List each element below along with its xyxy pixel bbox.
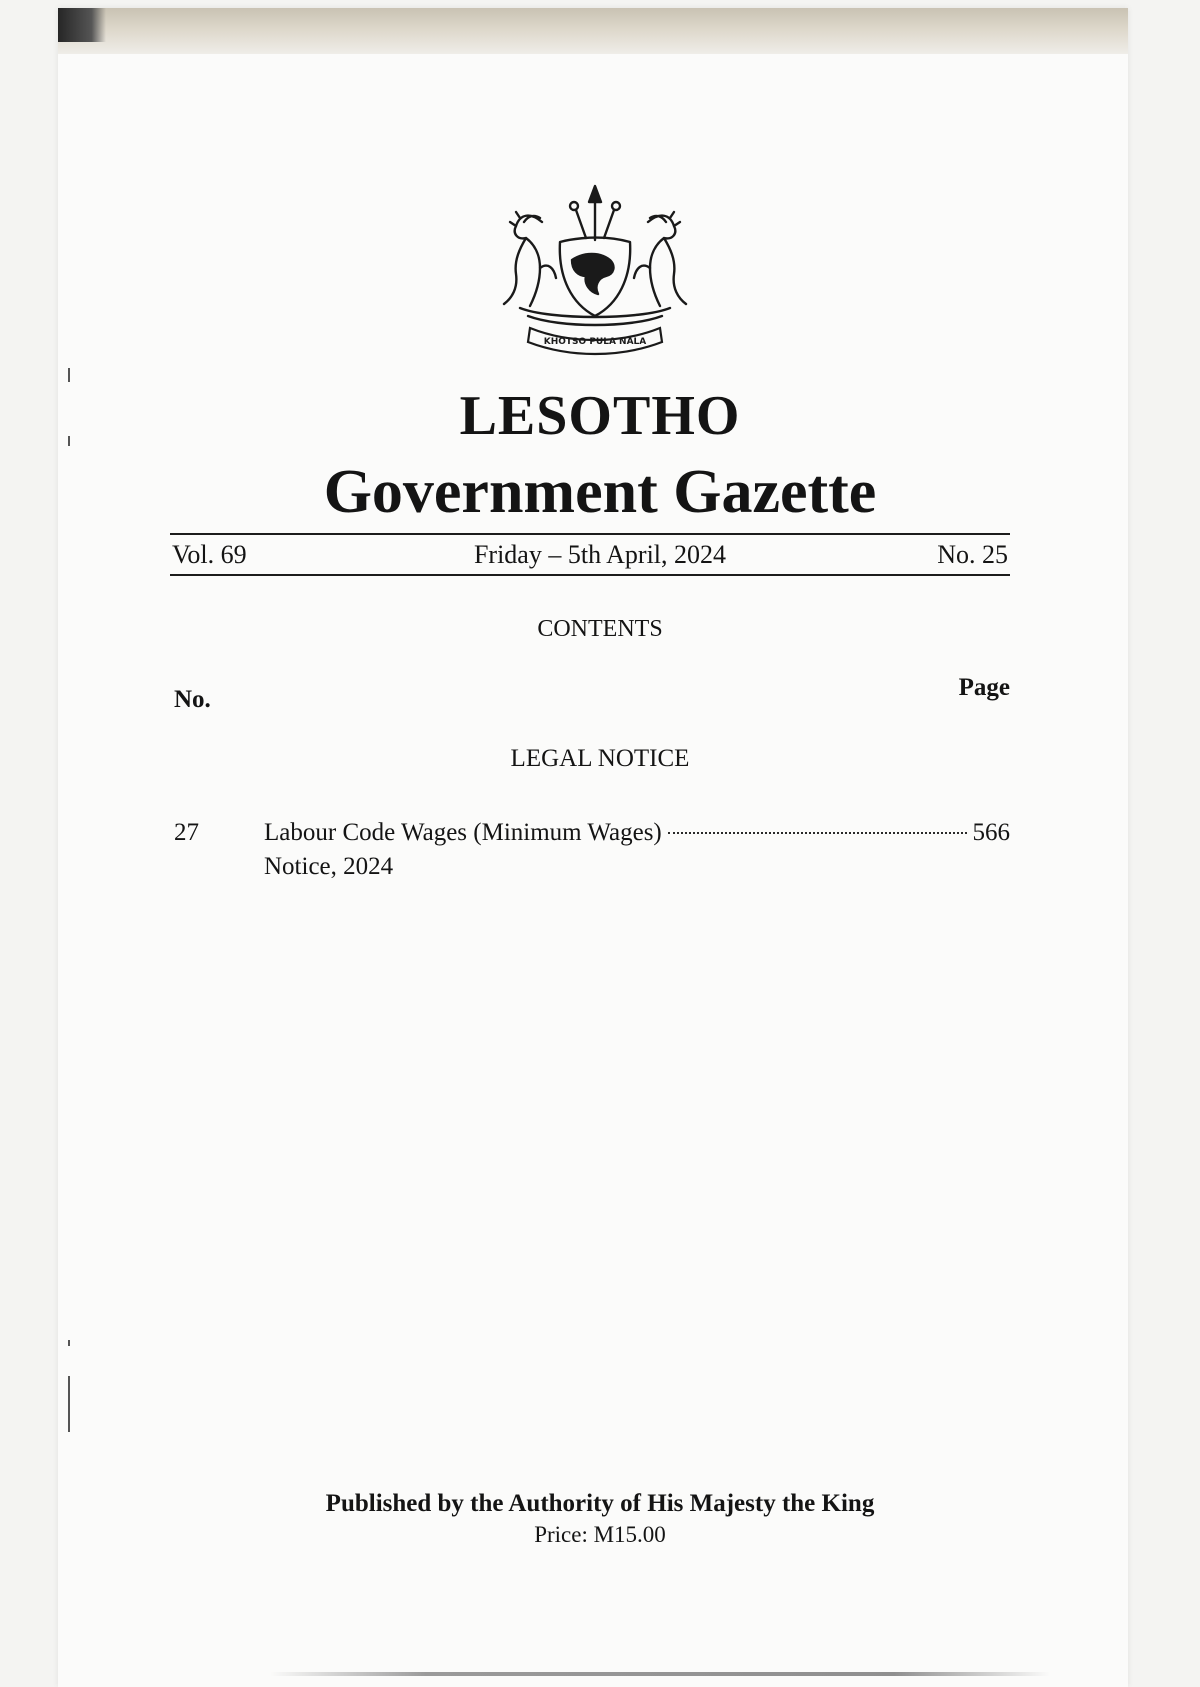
- scan-mark: [68, 1340, 70, 1346]
- issue-number: No. 25: [937, 540, 1008, 569]
- entry-body: [264, 816, 1010, 884]
- entry-page-number: 566: [972, 819, 1010, 846]
- contents-heading: CONTENTS: [537, 616, 663, 642]
- entry-title: Labour Code Wages (Minimum Wages): [264, 819, 662, 846]
- section-heading-legal-notice: LEGAL NOTICE: [510, 745, 690, 772]
- price-line: Price: M15.00: [534, 1522, 666, 1547]
- issue-volume: Vol. 69: [172, 540, 247, 569]
- contents-column-no: No.: [174, 686, 211, 713]
- dot-leader: [668, 832, 967, 834]
- crest-motto: KHOTSO PULA NALA: [543, 337, 647, 347]
- masthead-rule-top: [170, 533, 1010, 535]
- masthead-title: Government Gazette: [323, 458, 877, 526]
- masthead-rule-bottom: [170, 574, 1010, 576]
- entry-number: 27: [174, 819, 199, 846]
- lesotho-coat-of-arms: [490, 182, 700, 362]
- scan-bottom-edge: [270, 1672, 1050, 1676]
- scan-corner-shadow: [58, 8, 106, 42]
- masthead-country: LESOTHO: [459, 385, 741, 447]
- issue-date: Friday – 5th April, 2024: [473, 540, 727, 569]
- contents-column-page: Page: [958, 674, 1010, 701]
- scan-mark: [68, 1376, 70, 1432]
- publisher-line: Published by the Authority of His Majesty the King: [325, 1490, 875, 1517]
- scan-mark: [68, 368, 70, 382]
- entry-title-continued: Notice, 2024: [264, 853, 394, 880]
- scan-top-edge: [58, 8, 1128, 54]
